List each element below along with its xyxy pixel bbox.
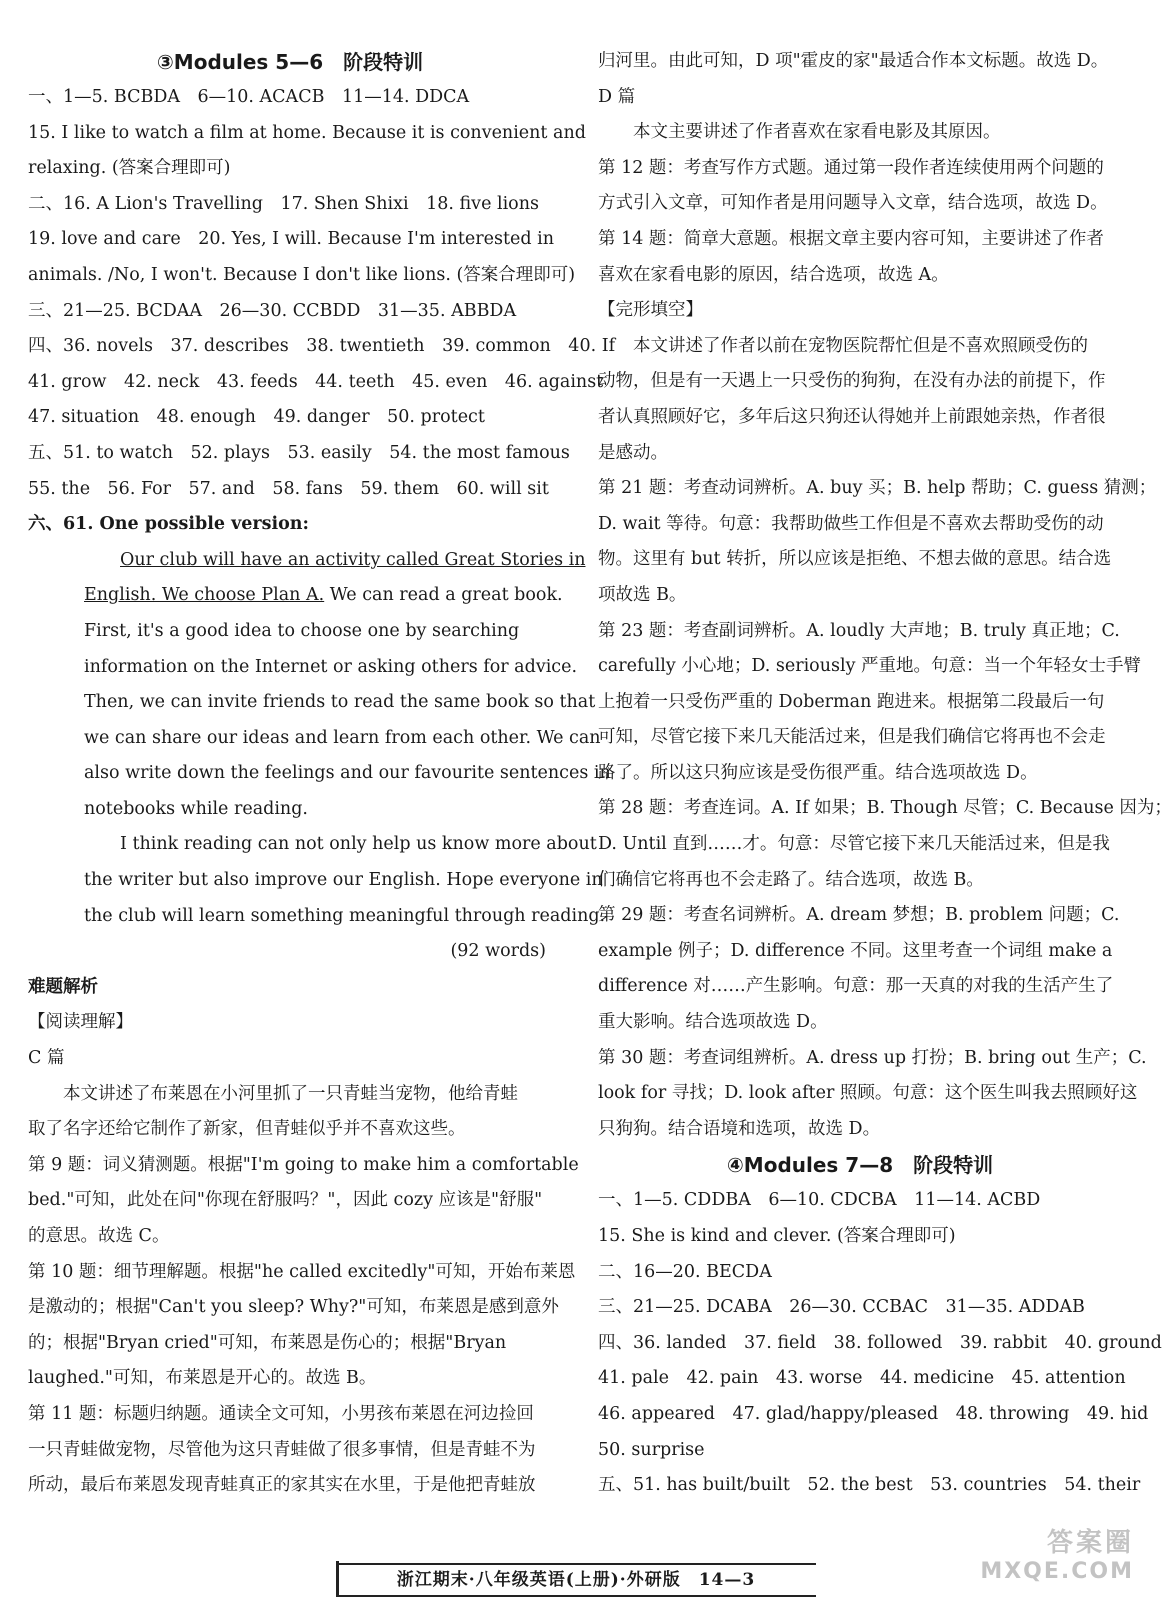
answer-line: 五、51. to watch 52. plays 53. easily 54. the most famous xyxy=(28,442,570,463)
answer-line: 55. the 56. For 57. and 58. fans 59. them 60. will sit xyxy=(28,478,549,499)
analysis-line: 第 11 题：标题归纳题。通读全文可知，小男孩布莱恩在河边捡回 xyxy=(28,1403,534,1424)
analysis-line: 一只青蛙做宠物，尽管他为这只青蛙做了很多事情，但是青蛙不为 xyxy=(28,1439,536,1460)
answer-line: 15. She is kind and clever. (答案合理即可) xyxy=(598,1226,956,1246)
analysis-line: example 例子；D. difference 不同。这里考查一个词组 make a xyxy=(598,940,1113,961)
analysis-line: 第 28 题：考查连词。A. If 如果；B. Though 尽管；C. Because 因为； xyxy=(598,798,1172,819)
analysis-line: 第 14 题：简章大意题。根据文章主要内容可知，主要讲述了作者 xyxy=(598,228,1104,249)
analysis-line: 第 9 题：词义猜测题。根据"I'm going to make him a comfortable xyxy=(28,1154,579,1175)
answer-line: 一、1—5. BCBDA 6—10. ACACB 11—14. DDCA xyxy=(28,87,470,107)
essay-line: We can read a great book. xyxy=(324,585,563,606)
passage-c-heading: C 篇 xyxy=(28,1048,65,1069)
writing-answer-label: 六、61. One possible version: xyxy=(28,514,309,535)
site-watermark xyxy=(914,1522,1134,1586)
footer-text: 浙江期末·八年级英语(上册)·外研版 14—3 xyxy=(396,1570,756,1590)
analysis-line: 方式引入文章，可知作者是用问题导入文章，结合选项，故选 D。 xyxy=(598,193,1108,214)
essay-line: we can share our ideas and learn from each other. We can xyxy=(84,727,601,748)
cloze-heading: 【完形填空】 xyxy=(598,300,703,321)
answer-line: 三、21—25. DCABA 26—30. CCBAC 31—35. ADDAB xyxy=(598,1297,1085,1318)
answer-line: 四、36. landed 37. field 38. followed 39. rabbit 40. ground xyxy=(598,1332,1162,1353)
analysis-line: D. wait 等待。句意：我帮助做些工作但是不喜欢去帮助受伤的动 xyxy=(598,513,1104,534)
analysis-line: 归河里。由此可知，D 项"霍皮的家"最适合作本文标题。故选 D。 xyxy=(598,51,1109,71)
analysis-line: 第 29 题：考查名词辨析。A. dream 梦想；B. problem 问题；C. xyxy=(598,905,1120,926)
analysis-line: 路了。所以这只狗应该是受伤很严重。结合选项故选 D。 xyxy=(598,762,1038,783)
analysis-line: 上抱着一只受伤严重的 Doberman 跑进来。根据第二段最后一句 xyxy=(598,691,1105,712)
analysis-line: 的意思。故选 C。 xyxy=(28,1226,170,1246)
essay-line: English. We choose Plan A. xyxy=(84,585,325,606)
essay-line: the club will learn something meaningful through reading. xyxy=(84,905,606,926)
watermark-line-1: 答案圈 xyxy=(1046,1528,1134,1558)
essay-line: the writer but also improve our English. Hope everyone in xyxy=(84,870,603,891)
analysis-line: 们确信它将再也不会走路了。结合选项，故选 B。 xyxy=(598,869,984,890)
essay-line: also write down the feelings and our favourite sentences in xyxy=(84,763,611,784)
word-count: (92 words) xyxy=(450,941,546,962)
analysis-line: 者认真照顾好它，多年后这只狗还认得她并上前跟她亲热，作者很 xyxy=(598,406,1106,427)
right-column xyxy=(598,44,1172,1504)
watermark-line-2: MXQE.COM xyxy=(980,1559,1134,1584)
analysis-line: carefully 小心地；D. seriously 严重地。句意：当一个年轻女士手臂 xyxy=(598,656,1142,677)
answer-line: 三、21—25. BCDAA 26—30. CCBDD 31—35. ABBDA xyxy=(28,300,517,321)
analysis-line: 可知，尽管它接下来几天能活过来，但是我们确信它将再也不会走 xyxy=(598,727,1106,748)
model-essay xyxy=(28,543,611,970)
essay-line: notebooks while reading. xyxy=(84,798,308,819)
analysis-line: 本文主要讲述了作者喜欢在家看电影及其原因。 xyxy=(633,122,1001,143)
answer-line: 一、1—5. CDDBA 6—10. CDCBA 11—14. ACBD xyxy=(598,1190,1041,1211)
section-heading-modules-7-8: ④Modules 7—8 阶段特训 xyxy=(726,1153,994,1178)
answer-line: 47. situation 48. enough 49. danger 50. protect xyxy=(28,407,485,428)
analysis-line: laughed."可知，布莱恩是开心的。故选 B。 xyxy=(28,1368,377,1389)
answer-line: 41. pale 42. pain 43. worse 44. medicine 45. attention xyxy=(598,1368,1126,1389)
essay-line: I think reading can not only help us know more about xyxy=(120,834,597,855)
analysis-line: bed."可知，此处在问"你现在舒服吗？"，因此 cozy 应该是"舒服" xyxy=(28,1190,543,1211)
answer-line: 50. surprise xyxy=(598,1439,705,1460)
page-footer xyxy=(336,1563,816,1597)
reading-heading: 【阅读理解】 xyxy=(28,1012,133,1033)
analysis-line: 第 10 题：细节理解题。根据"he called excitedly"可知，开始布莱恩 xyxy=(28,1261,576,1282)
answer-line: 19. love and care 20. Yes, I will. Because I'm interested in xyxy=(28,229,554,250)
analysis-line: 重大影响。结合选项故选 D。 xyxy=(598,1012,828,1033)
answer-line: 46. appeared 47. glad/happy/pleased 48. throwing 49. hid xyxy=(598,1403,1149,1424)
answer-line: 五、51. has built/built 52. the best 53. countries 54. their xyxy=(598,1475,1141,1496)
section-heading-modules-5-6: ③Modules 5—6 阶段特训 xyxy=(156,50,424,74)
analysis-line: 取了名字还给它制作了新家，但青蛙似乎并不喜欢这些。 xyxy=(28,1119,466,1140)
analysis-line: difference 对……产生影响。句意：那一天真的对我的生活产生了 xyxy=(598,976,1114,997)
analysis-line: 的；根据"Bryan cried"可知，布莱恩是伤心的；根据"Bryan xyxy=(28,1332,507,1353)
answer-line: 二、16. A Lion's Travelling 17. Shen Shixi 18. five lions xyxy=(28,193,539,214)
analysis-line: 喜欢在家看电影的原因，结合选项，故选 A。 xyxy=(598,264,949,285)
answer-line: 二、16—20. BECDA xyxy=(598,1261,772,1282)
answer-line: 四、36. novels 37. describes 38. twentieth 39. common 40. If xyxy=(28,336,616,357)
analysis-line: 第 23 题：考查副词辨析。A. loudly 大声地；B. truly 真正地；C. xyxy=(598,620,1120,641)
analysis-line: 所动，最后布莱恩发现青蛙真正的家其实在水里，于是他把青蛙放 xyxy=(28,1475,536,1496)
essay-line: Then, we can invite friends to read the same book so that xyxy=(84,692,596,713)
answer-line: animals. /No, I won't. Because I don't like lions. (答案合理即可) xyxy=(28,264,576,285)
analysis-line: 本文讲述了布莱恩在小河里抓了一只青蛙当宠物，他给青蛙 xyxy=(63,1083,518,1104)
left-column xyxy=(28,44,616,1504)
passage-d-heading: D 篇 xyxy=(598,86,636,107)
analysis-line: 项故选 B。 xyxy=(598,584,687,605)
answer-line: 41. grow 42. neck 43. feeds 44. teeth 45. even 46. against xyxy=(28,371,604,392)
analysis-line: 只狗狗。结合语境和选项，故选 D。 xyxy=(598,1118,881,1139)
essay-line: information on the Internet or asking others for advice. xyxy=(84,656,578,677)
essay-line: First, it's a good idea to choose one by searching xyxy=(84,620,520,641)
analysis-line: 是感动。 xyxy=(598,442,668,463)
answer-line: 15. I like to watch a film at home. Because it is convenient and xyxy=(28,122,586,143)
analysis-line: look for 寻找；D. look after 照顾。句意：这个医生叫我去照顾好这 xyxy=(598,1083,1138,1104)
answer-line: relaxing. (答案合理即可) xyxy=(28,158,231,179)
analysis-line: 动物，但是有一天遇上一只受伤的狗狗，在没有办法的前提下，作 xyxy=(598,371,1106,392)
analysis-line: 是激动的；根据"Can't you sleep? Why?"可知，布莱恩是感到意外 xyxy=(28,1297,559,1318)
essay-line: Our club will have an activity called Great Stories in xyxy=(120,549,586,570)
analysis-line: 第 21 题：考查动词辨析。A. buy 买；B. help 帮助；C. guess 猜测； xyxy=(598,478,1157,499)
analysis-heading: 难题解析 xyxy=(28,976,98,997)
analysis-line: 物。这里有 but 转折，所以应该是拒绝、不想去做的意思。结合选 xyxy=(598,549,1112,570)
analysis-line: 本文讲述了作者以前在宠物医院帮忙但是不喜欢照顾受伤的 xyxy=(633,335,1088,356)
footer-bracket xyxy=(336,1561,351,1595)
analysis-line: 第 30 题：考查词组辨析。A. dress up 打扮；B. bring out 生产；C. xyxy=(598,1047,1147,1068)
analysis-line: D. Until 直到……才。句意：尽管它接下来几天能活过来，但是我 xyxy=(598,834,1110,855)
analysis-line: 第 12 题：考查写作方式题。通过第一段作者连续使用两个问题的 xyxy=(598,157,1104,178)
